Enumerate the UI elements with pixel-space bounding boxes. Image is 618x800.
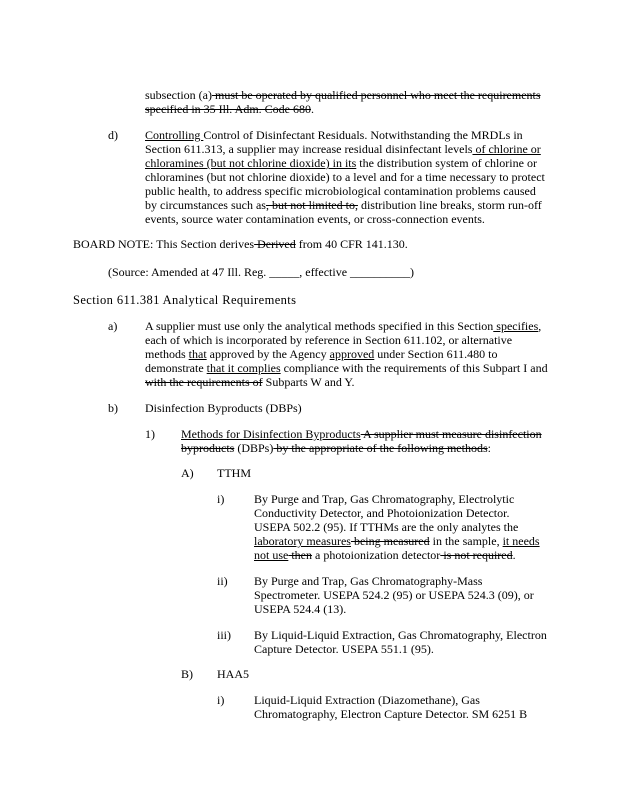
paragraph-a-analytical-methods	[145, 319, 551, 389]
text-run: compliance with the requirements of this Subpart I and	[280, 361, 548, 375]
text-run: from 40 CFR 141.130.	[295, 237, 408, 251]
inserted-text: it needs not use	[254, 534, 540, 562]
deleted-text: Derived	[254, 237, 296, 251]
paragraph-A-tthm: TTHM	[217, 466, 251, 480]
item-label-b: b)	[108, 401, 118, 415]
inserted-text: approved	[329, 347, 375, 361]
paragraph-A-ii: By Purge and Trap, Gas Chromatography-Mass Spectrometer. USEPA 524.2 (95) or USEPA 524.3 (09), or USEPA 524.4 (13).	[254, 574, 534, 616]
text-run: Control of Disinfectant Residuals. Notwithstanding the MRDLs in Section 611.313, a supplier may increase residual disinfectant levels	[145, 128, 523, 156]
text-run: the distribution system of chlorine or chloramines (but not chlorine dioxide) to a level and for a time necessary to protect public health, to address specific microbiological contamination problems caused by circumstances such as	[145, 156, 545, 212]
source-line: (Source: Amended at 47 Ill. Reg. _____, effective __________)	[108, 265, 415, 279]
item-label-A-ii: ii)	[217, 574, 228, 588]
text-run: approved by the Agency	[206, 347, 330, 361]
item-label-B-i: i)	[217, 693, 225, 707]
text-run: , each of which is incorporated by reference in Section 611.102, or alternative methods	[145, 319, 542, 361]
text-run: BOARD NOTE: This Section derives	[73, 237, 255, 251]
deleted-text: must be operated by qualified personnel who meet the requirements specified in 35 Ill. Adm. Code 680	[145, 88, 541, 116]
paragraph-A-i	[254, 492, 548, 562]
text-run: in the sample,	[429, 534, 503, 548]
inserted-text: that it complies	[206, 361, 281, 375]
item-label-B: B)	[181, 667, 193, 681]
item-label-b1: 1)	[145, 427, 155, 441]
paragraph-d-control-of-disinfectant-residuals	[145, 128, 547, 226]
item-label-d: d)	[108, 128, 118, 142]
paragraph-A-iii: By Liquid-Liquid Extraction, Gas Chromatography, Electron Capture Detector. USEPA 551.1 (95).	[254, 628, 547, 656]
section-heading: Section 611.381 Analytical Requirements	[73, 293, 297, 307]
board-note	[73, 237, 553, 251]
inserted-text: of chlorine or chloramines (but not chlorine dioxide) in its	[145, 142, 541, 170]
inserted-text: specifies	[493, 319, 539, 333]
paragraph-b1-methods	[181, 427, 553, 455]
text-run: A supplier must use only the analytical methods specified in this Section	[145, 319, 494, 333]
item-label-a: a)	[108, 319, 118, 333]
text-run: :	[487, 441, 491, 455]
deleted-text: being measured	[350, 534, 430, 548]
deleted-text: , but not limited to,	[265, 198, 358, 212]
text-run: distribution line breaks, storm run-off events, source water contamination events, or cross-connection events.	[145, 198, 542, 226]
deleted-text: by the appropriate of the following methods	[273, 441, 488, 455]
deleted-text: then	[288, 548, 313, 562]
deleted-text: with the requirements of	[145, 375, 263, 389]
item-label-A-iii: iii)	[217, 628, 231, 642]
paragraph-b-dbps: Disinfection Byproducts (DBPs)	[145, 401, 302, 415]
item-label-A: A)	[181, 466, 194, 480]
inserted-text: that	[188, 347, 207, 361]
text-run: (DBPs)	[234, 441, 274, 455]
text-run: a photoionization detector	[312, 548, 441, 562]
continuation-paragraph	[145, 88, 545, 116]
text-run: Subparts W and Y.	[262, 375, 355, 389]
text-run: By Purge and Trap, Gas Chromatography, Electrolytic Conductivity Detector, and Photoionization Detector. USEPA 502.2 (95). If TTHMs are the only analytes the	[254, 492, 519, 534]
item-label-A-i: i)	[217, 492, 225, 506]
deleted-text: A supplier must measure disinfection byproducts	[181, 427, 542, 455]
deleted-text: is not required	[440, 548, 513, 562]
text-run: under Section 611.480 to demonstrate	[145, 347, 498, 375]
inserted-text: Controlling	[145, 128, 204, 142]
inserted-text: laboratory measures	[254, 534, 351, 548]
paragraph-B-haa5: HAA5	[217, 667, 249, 681]
paragraph-B-i: Liquid-Liquid Extraction (Diazomethane), Gas Chromatography, Electron Capture Detector. SM 6251 B	[254, 693, 528, 721]
inserted-text: Methods for Disinfection Byproducts	[181, 427, 361, 441]
text-run: subsection (a)	[145, 88, 212, 102]
text-run: .	[512, 548, 516, 562]
text-run: .	[310, 102, 314, 116]
